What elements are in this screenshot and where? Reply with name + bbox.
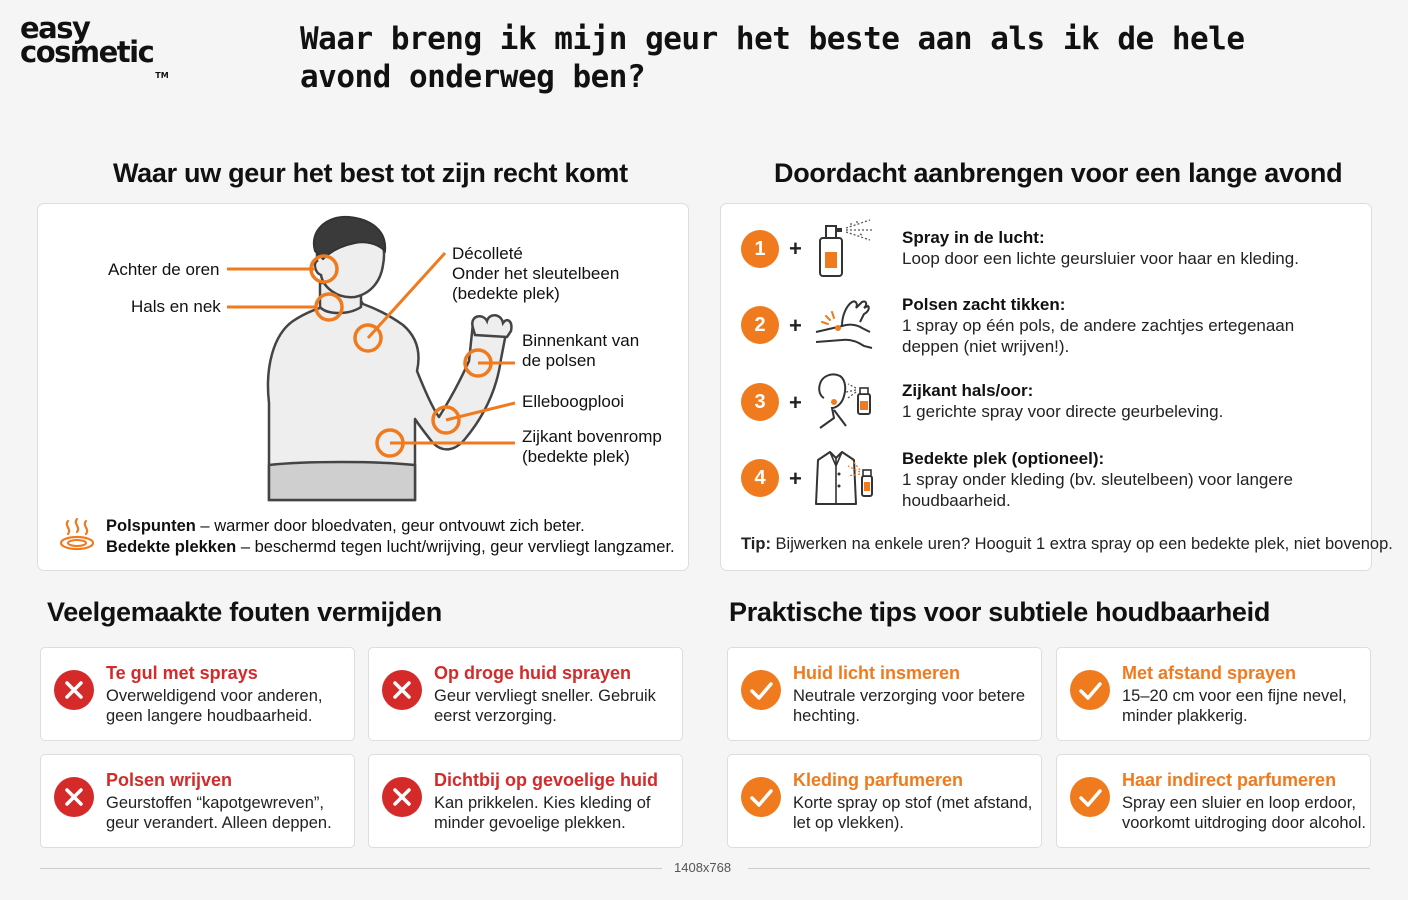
tip-text: Tip: Bijwerken na enkele uren? Hooguit 1 extra spray op een bedekte plek, niet bovenop. [741,535,1393,553]
mistake-card: Te gul met sprays Overweldigend voor anderen, geen langere houdbaarheid. [40,647,355,741]
shorts-shape [269,462,415,500]
mistake-card: Op droge huid sprayen Geur vervliegt sneller. Gebruik eerst verzorging. [368,647,683,741]
check-icon [741,777,781,817]
footer-divider [748,868,1370,869]
plus-sign: + [789,313,802,338]
label-ears: Achter de oren [108,260,220,279]
check-icon [1070,777,1110,817]
tip-card: Huid licht insmeren Neutrale verzorging voor betere hechting. [727,647,1042,741]
heat-waves-icon [58,517,96,553]
step-1-text: Spray in de lucht: Loop door een lichte geursluier voor haar en kleding. [902,228,1299,268]
neck-spray-icon [812,370,876,432]
spray-bottle-icon [812,218,876,280]
check-icon [741,670,781,710]
wrists-tapping-icon [812,294,876,356]
page-title: Waar breng ik mijn geur het beste aan als ik de hele avond onderweg ben? [300,21,1245,95]
tip-card: Kleding parfumeren Korte spray op stof (met afstand, let op vlekken). [727,754,1042,848]
body-legend: Polspunten – warmer door bloedvaten, geur ontvouwt zich beter. Bedekte plekken – beschermd tegen lucht/wrijving, geur vervliegt langzamer. [106,517,675,556]
label-neck: Hals en nek [131,297,221,316]
label-elbow: Elleboogplooi [522,392,625,411]
error-x-icon [382,777,422,817]
tip-card: Haar indirect parfumeren Spray een sluier en loop erdoor, voorkomt uitdroging door alcohol. [1056,754,1371,848]
error-x-icon [382,670,422,710]
shirt-spray-icon [812,446,876,508]
step-number-4: 4 [741,459,779,497]
fist-shape [472,315,511,337]
check-icon [1070,670,1110,710]
brand-logo: easy cosmeticTM [20,11,169,80]
step-number-3: 3 [741,383,779,421]
step-number-2: 2 [741,306,779,344]
label-wrists: Binnenkant van de polsen [522,331,640,370]
step-number-1: 1 [741,230,779,268]
tips-section-title: Praktische tips voor subtiele houdbaarheid [729,597,1271,627]
mistake-card: Dichtbij op gevoelige huid Kan prikkelen. Kies kleding of minder gevoelige plekken. [368,754,683,848]
step-2-text: Polsen zacht tikken: 1 spray op één pols, de andere zachtjes ertegenaan deppen (niet wrijven!). [902,295,1295,356]
error-x-icon [54,777,94,817]
plus-sign: + [789,390,802,415]
footer-divider [40,868,662,869]
tip-card: Met afstand sprayen 15–20 cm voor een fijne nevel, minder plakkerig. [1056,647,1371,741]
step-4-text: Bedekte plek (optioneel): 1 spray onder kleding (bv. sleutelbeen) voor langere houdbaarheid. [902,449,1293,510]
mistake-card: Polsen wrijven Geurstoffen “kapotgewreven”, geur verandert. Alleen deppen. [40,754,355,848]
step-3-text: Zijkant hals/oor: 1 gerichte spray voor directe geurbeleving. [902,381,1224,421]
error-x-icon [54,670,94,710]
label-torso: Zijkant bovenromp (bedekte plek) [522,427,662,466]
plus-sign: + [789,466,802,491]
steps-section-title: Doordacht aanbrengen voor een lange avond [774,158,1343,188]
body-section-title: Waar uw geur het best tot zijn recht komt [113,158,628,188]
dimension-label: 1408x768 [674,860,732,875]
label-decollete: Décolleté Onder het sleutelbeen (bedekte plek) [452,244,620,303]
plus-sign: + [789,236,802,261]
mistakes-section-title: Veelgemaakte fouten vermijden [47,597,442,627]
